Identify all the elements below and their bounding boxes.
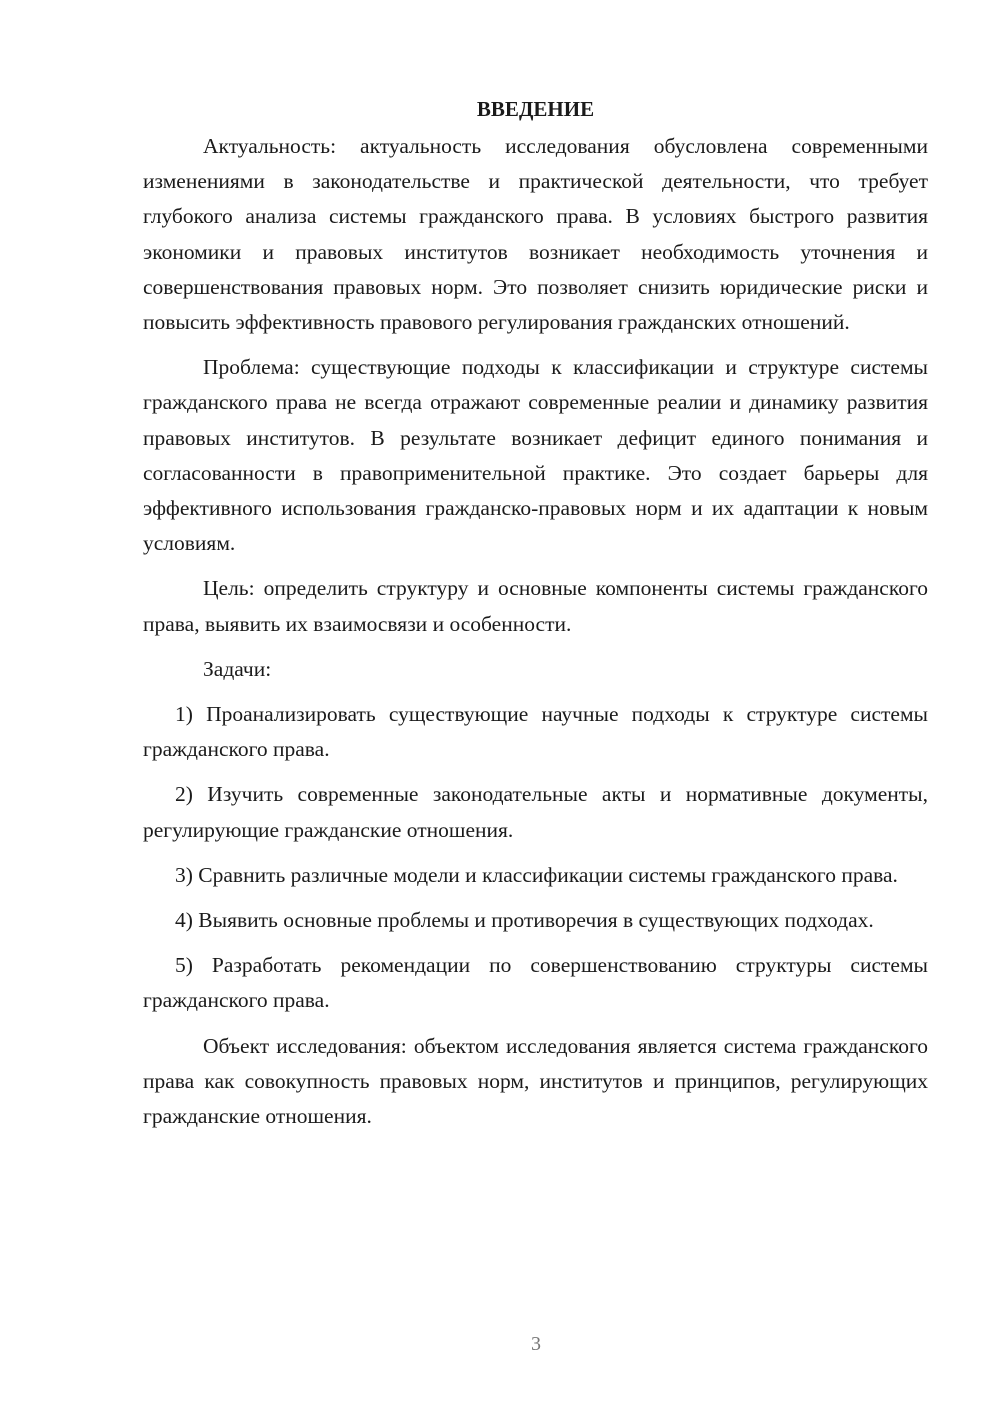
page-number: 3 [531,1333,541,1355]
tasks-heading: Задачи: [203,656,272,681]
task-item: 1) Проанализировать существующие научные подходы к структуре системы гражданского права. [143,702,928,762]
document-page [143,92,928,1144]
object-paragraph: Объект исследования: объектом исследования является система гражданского права как совокупность правовых норм, институтов и принципов, регулирующих гражданские отношения. [143,1033,928,1129]
relevance-paragraph: Актуальность: актуальность исследования обусловлена современными изменениями в законодательстве и практической деятельности, что требует глубокого анализа системы гражданского права. В условиях быстрого развития экономики и правовых институтов возникает необходимость уточнения и совершенствования правовых норм. Это позволяет снизить юридические риски и повысить эффективность правового регулирования гражданских отношений. [143,134,928,335]
problem-paragraph: Проблема: существующие подходы к классификации и структуре системы гражданского права не всегда отражают современные реалии и динамику развития правовых институтов. В результате возникает дефицит единого понимания и согласованности в правоприменительной практике. Это создает барьеры для эффективного использования гражданско-правовых норм и их адаптации к новым условиям. [143,355,928,556]
task-item: 5) Разработать рекомендации по совершенствованию структуры системы гражданского права. [143,953,928,1013]
task-item: 4) Выявить основные проблемы и противоречия в существующих подходах. [175,908,874,933]
task-item: 2) Изучить современные законодательные акты и нормативные документы, регулирующие гражданские отношения. [143,782,928,842]
goal-paragraph: Цель: определить структуру и основные компоненты системы гражданского права, выявить их взаимосвязи и особенности. [143,576,928,636]
section-title: ВВЕДЕНИЕ [476,97,595,121]
task-item: 3) Сравнить различные модели и классификации системы гражданского права. [175,862,898,887]
